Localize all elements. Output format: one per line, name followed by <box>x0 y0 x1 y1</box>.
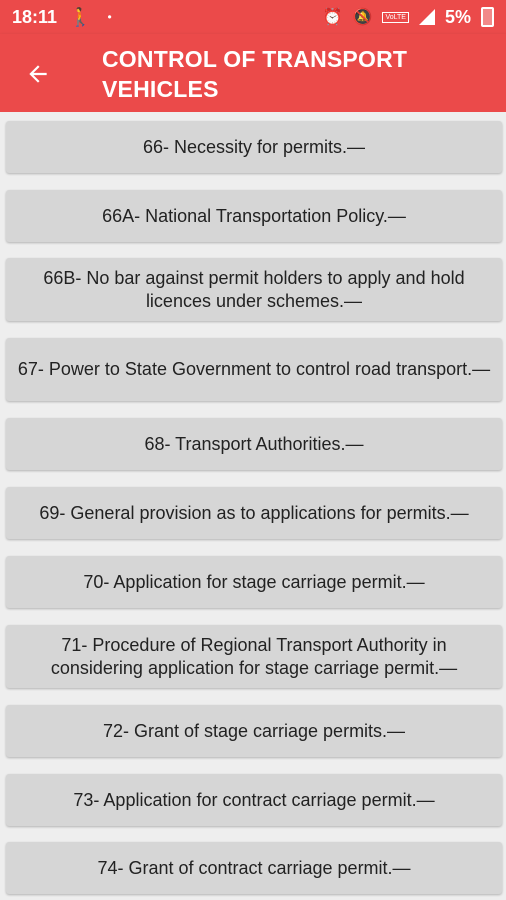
page-title <box>102 44 482 104</box>
section-item[interactable]: 67- Power to State Government to control road transport.— <box>6 338 502 401</box>
section-item[interactable]: 71- Procedure of Regional Transport Authority in considering application for stage carriage permit.— <box>6 625 502 688</box>
app-bar <box>0 34 506 112</box>
walking-person-icon: 🚶 <box>69 6 92 27</box>
status-bar <box>0 0 506 34</box>
section-item[interactable]: 66A- National Transportation Policy.— <box>6 190 502 242</box>
notification-dot: • <box>107 10 112 24</box>
section-item[interactable]: 74- Grant of contract carriage permit.— <box>6 842 502 894</box>
page-title-line-2: VEHICLES <box>102 76 219 102</box>
alarm-clock-icon: ⏰ <box>322 9 343 26</box>
page-title-line-1: CONTROL OF TRANSPORT <box>102 46 408 72</box>
status-time: 18:11 <box>12 6 58 27</box>
volte-badge: VoLTE <box>382 12 409 23</box>
signal-icon <box>419 9 435 25</box>
section-item[interactable]: 69- General provision as to applications for permits.— <box>6 487 502 539</box>
battery-icon <box>481 7 494 27</box>
notifications-off-icon: 🔕 <box>352 9 373 26</box>
section-item[interactable]: 66B- No bar against permit holders to apply and hold licences under schemes.— <box>6 258 502 321</box>
section-item[interactable]: 73- Application for contract carriage permit.— <box>6 774 502 826</box>
back-arrow-icon[interactable] <box>20 56 56 92</box>
section-item[interactable]: 72- Grant of stage carriage permits.— <box>6 705 502 757</box>
battery-percent: 5% <box>444 6 471 27</box>
section-item[interactable]: 66- Necessity for permits.— <box>6 121 502 173</box>
section-list <box>0 112 506 900</box>
section-item[interactable]: 70- Application for stage carriage permit.— <box>6 556 502 608</box>
section-item[interactable]: 68- Transport Authorities.— <box>6 418 502 470</box>
